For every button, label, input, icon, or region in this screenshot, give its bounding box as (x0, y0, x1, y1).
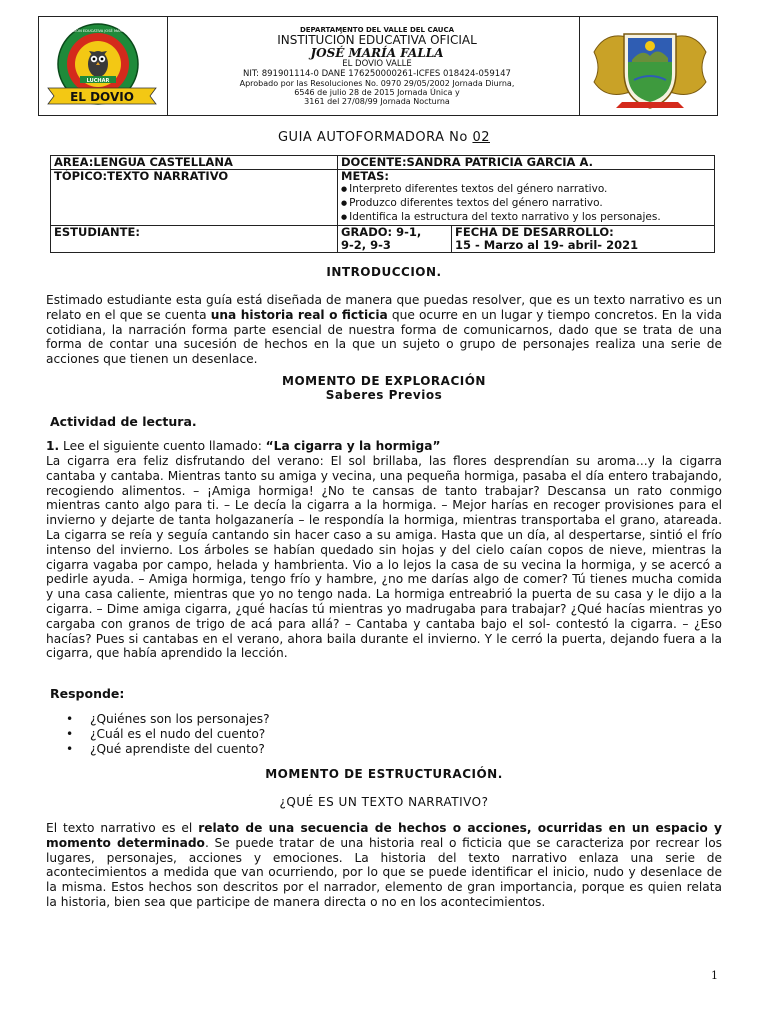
header-resolution-2: 6546 de julio 28 de 2015 Jornada Única y (294, 88, 460, 97)
item-number: 1. (46, 439, 60, 453)
struct-text-bold: relato de una secuencia de hechos o acciones, ocurridas en un espacio y momento determinado (46, 821, 722, 850)
date-cell (452, 226, 715, 253)
exploration-title: MOMENTO DE EXPLORACIÓN (282, 374, 486, 388)
table-row (51, 170, 715, 226)
goals-label: METAS: (341, 169, 390, 183)
student-cell: ESTUDIANTE: (51, 226, 338, 253)
list-item: • ¿Qué aprendiste del cuento? (66, 742, 270, 757)
intro-text-after: que ocurre en un lugar y tiempo concretos. En la vida cotidiana, la narración forma parte esencial de nuestra forma de comunicarnos, dado que se trata de una forma de contar una sucesión de hechos en la que un sujeto o grupo de personajes realiza una serie de acciones que tienen un desenlace. (46, 307, 722, 367)
struct-text-after: . Se puede tratar de una historia real o ficticia que se caracteriza por recrear los lugares, personajes, acciones y emociones. La historia del texto narrativo enlaza una serie de acontecimientos a medida que van ocurriendo, por lo que se puede identificar el inicio, nudo y desenlace de la misma. Estos hechos son descritos por el narrador, elemento de gran importancia, porque es quien relata la historia, bien sea que participe de manera directa o no en los acontecimientos. (46, 835, 723, 909)
topic-cell: TÓPICO:TEXTO NARRATIVO (51, 170, 338, 226)
structuring-title: MOMENTO DE ESTRUCTURACIÓN. (265, 767, 503, 781)
valle-seal (586, 22, 714, 112)
header-nit: NIT: 891901114-0 DANE 176250000261-ICFES 018424-059147 (243, 69, 511, 79)
grade-values: 9-2, 9-3 (341, 238, 391, 252)
respond-label: Responde: (50, 686, 125, 701)
table-row (51, 226, 715, 253)
structuring-paragraph (46, 821, 722, 910)
reading-instruction (46, 439, 722, 454)
logo-ribbon-text: EL DOVIO (70, 90, 134, 104)
story-title: “La cigarra y la hormiga” (265, 439, 441, 453)
intro-text-before: Estimado estudiante esta guía está diseñada de manera que puedas resolver, que es un texto narrativo es un relato en el que se cuenta (46, 293, 722, 322)
date-label: FECHA DE DESARROLLO: (455, 225, 614, 239)
guide-title-prefix: GUIA AUTOFORMADORA No (277, 130, 473, 145)
teacher-cell: DOCENTE:SANDRA PATRICIA GARCIA A. (338, 156, 715, 170)
instruction-text: Lee el siguiente cuento llamado: (59, 439, 266, 453)
goal-item: ● Identifica la estructura del texto narrativo y los personajes. (341, 211, 711, 225)
guide-title (0, 130, 768, 145)
goal-item: ● Interpreto diferentes textos del género narrativo. (341, 183, 711, 197)
header-department: DEPARTAMENTO DEL VALLE DEL CAUCA (299, 26, 455, 34)
table-row (51, 156, 715, 170)
date-value: 15 - Marzo al 19- abril- 2021 (455, 238, 639, 252)
list-item: • ¿Cuál es el nudo del cuento? (66, 727, 270, 742)
structuring-subtitle: ¿QUÉ ES UN TEXTO NARRATIVO? (279, 795, 489, 809)
logo-ring-text: INSTITUCIÓN EDUCATIVA JOSÉ MARÍA FALLA (58, 29, 138, 33)
goal-item: ● Produzco diferentes textos del género narrativo. (341, 197, 711, 211)
header-resolution-1: Aprobado por las Resoluciones No. 0970 29/05/2002 Jornada Diurna, (239, 79, 515, 88)
questions-list (66, 712, 270, 757)
page-number: 1 (711, 969, 718, 982)
story-paragraph: La cigarra era feliz disfrutando del verano: El sol brillaba, las flores desprendían su aroma...y la cigarra cantaba y cantaba. Mientras tanto su amiga y vecina, una pequeña hormiga, pasaba el día entero trabajando, recogiendo alimentos. – ¡Amiga hormiga! ¿No te cansas de tanto trabajar? Descansa un rato conmigo mientras canto algo para ti. – Le decía la cigarra a la hormiga. – Mejor harías en recoger provisiones para el invierno y dejarte de tanta holgazanería – le respondía la hormiga, mientras transportaba el grano, atareada. La cigarra se reía y seguía cantando sin hacer caso a su amiga. Hasta que un día, al despertarse, sintió el frío intenso del invierno. Los árboles se habían quedado sin hojas y del cielo caían copos de nieve, mientras la cigarra vagaba por campo, helada y hambrienta. Vio a lo lejos la casa de su vecina la hormiga, y se acercó a pedirle ayuda. – Amiga hormiga, tengo frío y hambre, ¿no me darías algo de comer? Tú tienes mucha comida y una casa caliente, mientras que yo no tengo nada. La hormiga entreabrió la puerta de su casa y le dijo a la cigarra. – Dime amiga cigarra, ¿qué hacías tú mientras yo madrugaba para trabajar? ¿Qué hacías mientras yo cargaba con granos de trigo de acá para allá? – Cantaba y cantaba bajo el sol- contestó la cigarra. – ¿Eso hacías? Pues si cantabas en el verano, ahora baila durante el invierno. Y le cerró la puerta, dejando fuera a la cigarra, que había aprendido la lección. (46, 454, 722, 661)
header-town: EL DOVIO VALLE (342, 59, 412, 69)
exploration-subtitle: Saberes Previos (325, 388, 443, 402)
header-school-name: JOSÉ MARÍA FALLA (310, 46, 444, 60)
header-resolution-3: 3161 del 27/08/99 Jornada Nocturna (304, 97, 450, 106)
introduction-title: INTRODUCCION. (326, 265, 442, 279)
grade-cell (338, 226, 452, 253)
list-item: • ¿Quiénes son los personajes? (66, 712, 270, 727)
area-cell: AREA:LENGUA CASTELLANA (51, 156, 338, 170)
guide-number: 02 (472, 130, 490, 145)
grade-label: GRADO: 9-1, (341, 225, 422, 239)
goals-cell (338, 170, 715, 226)
header-institution: INSTITUCIÓN EDUCATIVA OFICIAL (277, 33, 477, 47)
activity-label: Actividad de lectura. (50, 414, 197, 429)
goals-list (341, 183, 711, 225)
struct-text-before: El texto narrativo es el (46, 821, 199, 835)
intro-text-bold: una historia real o ficticia (210, 307, 388, 322)
logo-motto: LUCHAR (86, 78, 110, 84)
introduction-paragraph (46, 293, 722, 367)
school-logo (44, 20, 160, 112)
info-table (50, 155, 715, 253)
